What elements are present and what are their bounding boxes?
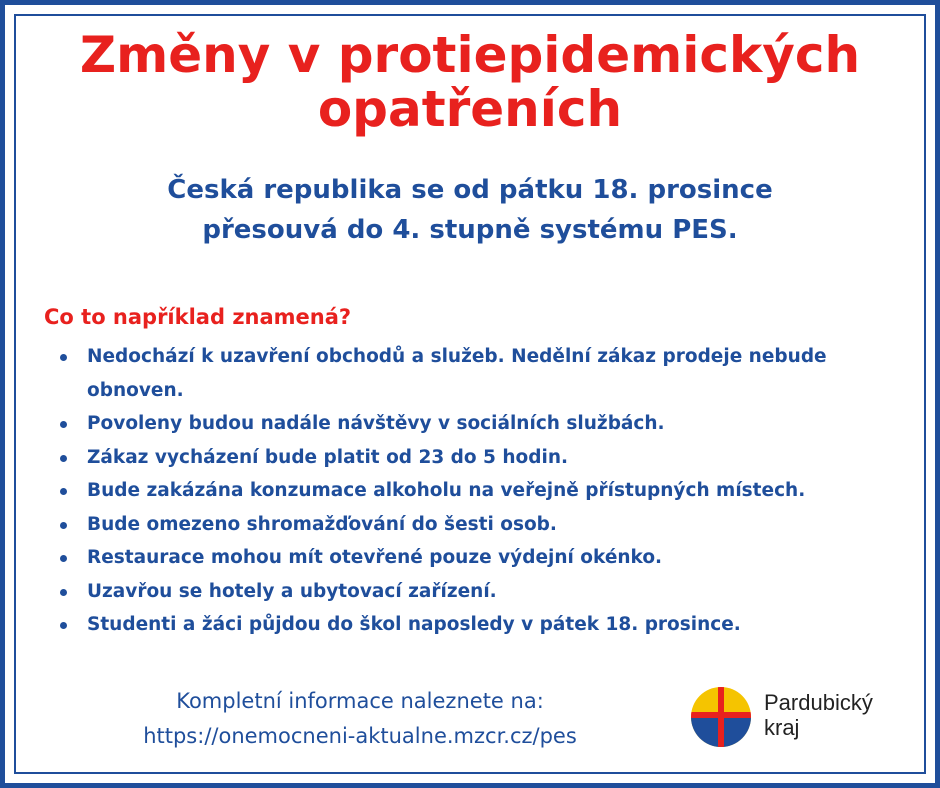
list-item [60,508,880,542]
list-item [60,575,880,609]
question-heading: Co to například znamená? [44,305,352,329]
list-item [60,407,880,441]
subtitle [0,170,940,250]
list-item [60,608,880,642]
list-item-text: Bude zakázána konzumace alkoholu na veřejně přístupných místech. [87,480,806,501]
bullet-icon [60,522,67,529]
bullet-icon [60,589,67,596]
bullet-icon [60,622,67,629]
list-item-text: Studenti a žáci půjdou do škol naposledy v pátek 18. prosince. [87,614,741,635]
list-item [60,474,880,508]
list-item [60,541,880,575]
logo-text-line-1: Pardubický [764,690,873,715]
list-item-text: Bude omezeno shromažďování do šesti osob. [87,513,557,535]
info-block [100,684,620,754]
measures-list [60,340,880,642]
bullet-icon [60,354,67,361]
list-item-text: Zákaz vycházení bude platit od 23 do 5 hodin. [87,446,569,468]
list-item [60,340,880,407]
subtitle-line-1: Česká republika se od pátku 18. prosince [167,175,773,205]
bullet-icon [60,488,67,495]
list-item-text: Povoleny budou nadále návštěvy v sociálních službách. [87,413,665,434]
subtitle-line-2: přesouvá do 4. stupně systému PES. [202,215,738,245]
title-line-1: Změny v protiepidemických [79,26,861,84]
title-line-2: opatřeních [317,80,623,138]
page-title [0,28,940,136]
list-item-text: Nedochází k uzavření obchodů a služeb. Nedělní zákaz prodeje nebude obnoven. [87,346,827,401]
bullet-icon [60,455,67,462]
pardubicky-kraj-logo-icon [690,686,752,748]
list-item-text: Uzavřou se hotely a ubytovací zařízení. [87,580,497,602]
list-item-text: Restaurace mohou mít otevřené pouze výdejní okénko. [87,547,663,568]
list-item [60,441,880,475]
info-label: Kompletní informace naleznete na: [176,689,544,713]
bullet-icon [60,421,67,428]
bullet-icon [60,555,67,562]
info-link[interactable]: https://onemocneni-aktualne.mzcr.cz/pes [143,724,577,748]
logo-text-line-2: kraj [764,715,800,740]
logo-text [764,690,873,740]
